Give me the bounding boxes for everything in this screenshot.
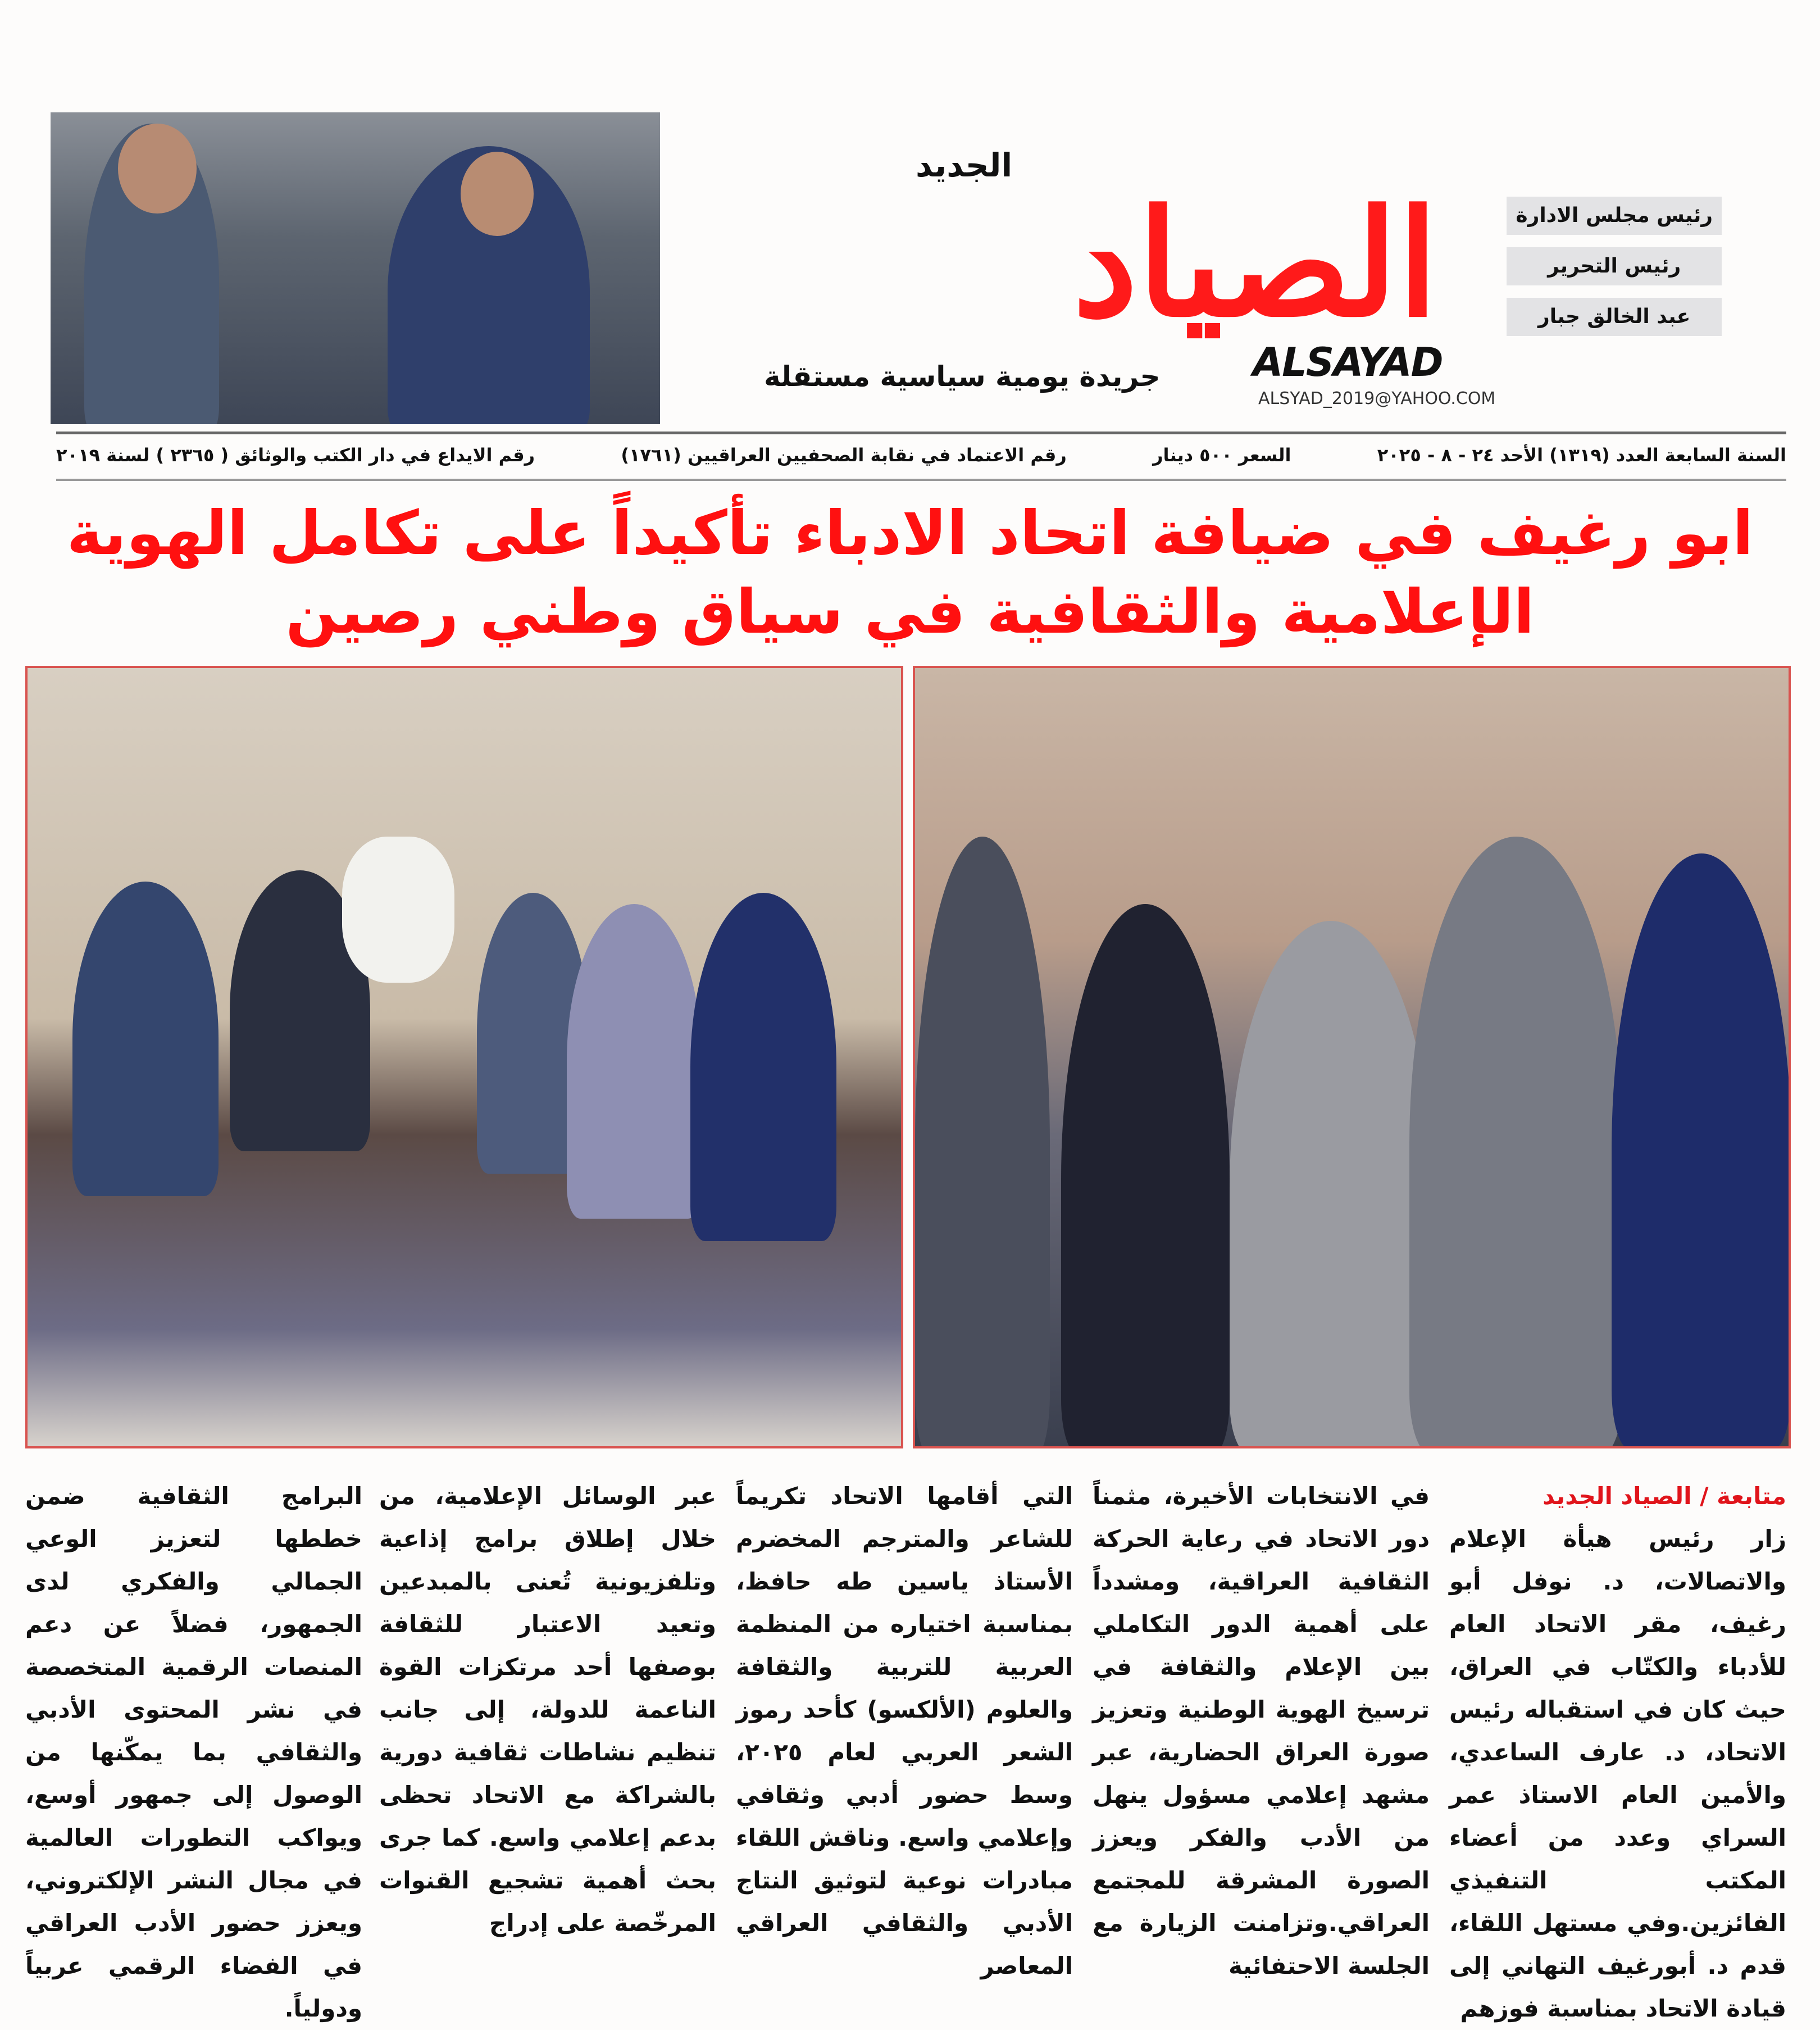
article-column	[1449, 1475, 1786, 2030]
flowers	[342, 837, 454, 983]
deposit-info: رقم الايداع في دار الكتب والوثائق ( ٢٣٦٥ ) لسنة ٢٠١٩	[56, 444, 535, 466]
photo-person	[1612, 853, 1791, 1448]
byline: متابعة / الصياد الجديد	[1543, 1482, 1786, 1510]
price-info: السعر ٥٠٠ دينار	[1153, 444, 1291, 466]
photo-face	[461, 152, 534, 236]
article-column: في الانتخابات الأخيرة، مثمناً دور الاتحاد في رعاية الحركة الثقافية العراقية، ومشدداً على أهمية الدور التكاملي بين الإعلام والثقافة في ترسيخ الهوية الوطنية وتعزيز صورة العراق الحضارية، عبر مشهد إعلامي مسؤول ينهل من الأدب والفكر ويعزز الصورة المشرقة للمجتمع العراقي.وتزامنت الزيارة مع الجلسة الاحتفائية	[1093, 1482, 1430, 1979]
article-column: عبر الوسائل الإعلامية، من خلال إطلاق برامج إذاعية وتلفزيونية تُعنى بالمبدعين وتعيد الاعتبار للثقافة بوصفها أحد مرتكزات القوة الناعمة للدولة، إلى جانب تنظيم نشاطات ثقافية دورية بالشراكة مع الاتحاد تحظى بدعم إعلامي واسع. كما جرى بحث أهمية تشجيع القنوات المرخّصة على إدراج	[379, 1482, 716, 1937]
photo-person	[1409, 837, 1623, 1448]
photo-person	[915, 837, 1050, 1448]
photo-face	[118, 124, 197, 214]
logo-text: الصياد	[1072, 178, 1438, 349]
photo-person	[567, 904, 702, 1219]
editor-boxes	[1507, 197, 1722, 336]
logo-latin: ALSAYAD	[1253, 339, 1443, 385]
masthead-photo	[51, 112, 660, 424]
editor-box: رئيس التحرير	[1507, 247, 1722, 285]
tagline: جريدة يومية سياسية مستقلة	[764, 360, 1161, 393]
newspaper-logo	[747, 146, 1443, 393]
divider	[56, 432, 1786, 434]
editor-box: رئيس مجلس الادارة	[1507, 197, 1722, 235]
photo-person	[1061, 904, 1230, 1448]
article-column: التي أقامها الاتحاد تكريماً للشاعر والمترجم المخضرم الأستاذ ياسين طه حافظ، بمناسبة اختياره من المنظمة العربية للتربية والثقافة والعلوم (الألكسو) كأحد رموز الشعر العربي لعام ٢٠٢٥، وسط حضور أدبي وثقافي وإعلامي واسع. وناقش اللقاء مبادرات نوعية لتوثيق النتاج الأدبي والثقافي العراقي المعاصر	[736, 1482, 1073, 1979]
editor-box: عبد الخالق جبار	[1507, 298, 1722, 336]
photo-person	[1230, 921, 1432, 1448]
photo-person	[690, 893, 836, 1241]
article-photo-audience	[913, 666, 1791, 1448]
logo-subtitle: الجديد	[916, 146, 1013, 184]
photo-person	[72, 882, 219, 1196]
article-photo-meeting	[25, 666, 903, 1448]
article-column: البرامج الثقافية ضمن خططها لتعزيز الوعي الجمالي والفكري لدى الجمهور، فضلاً عن دعم المنصات الرقمية المتخصصة في نشر المحتوى الأدبي والثقافي بما يمكّنها من الوصول إلى جمهور أوسع، ويواكب التطورات العالمية في مجال النشر الإلكتروني، ويعزز حضور الأدب العراقي في الفضاء الرقمي عربياً ودولياً.	[25, 1482, 362, 2022]
column-text: زار رئيس هيأة الإعلام والاتصالات، د. نوفل أبو رغيف، مقر الاتحاد العام للأدباء والكتّاب في العراق، حيث كان في استقباله رئيس الاتحاد، د. عارف الساعدي، والأمين العام الاستاذ عمر السراي وعدد من أعضاء المكتب التنفيذي الفائزين.وفي مستهل اللقاء، قدم د. أبورغيف التهاني إلى قيادة الاتحاد بمناسبة فوزهم	[1449, 1525, 1786, 2022]
headline: ابو رغيف في ضيافة اتحاد الادباء تأكيداً على تكامل الهوية الإعلامية والثقافية في سياق وطني رصين	[66, 498, 1754, 647]
issue-info: السنة السابعة العدد (١٣١٩) الأحد ٢٤ - ٨ - ٢٠٢٥	[1377, 444, 1786, 466]
contact-email: ALSYAD_2019@YAHOO.COM	[1258, 389, 1496, 408]
issue-info-line	[56, 444, 1786, 466]
accreditation-info: رقم الاعتماد في نقابة الصحفيين العراقيين (١٧٦١)	[621, 444, 1067, 466]
divider	[56, 479, 1786, 481]
